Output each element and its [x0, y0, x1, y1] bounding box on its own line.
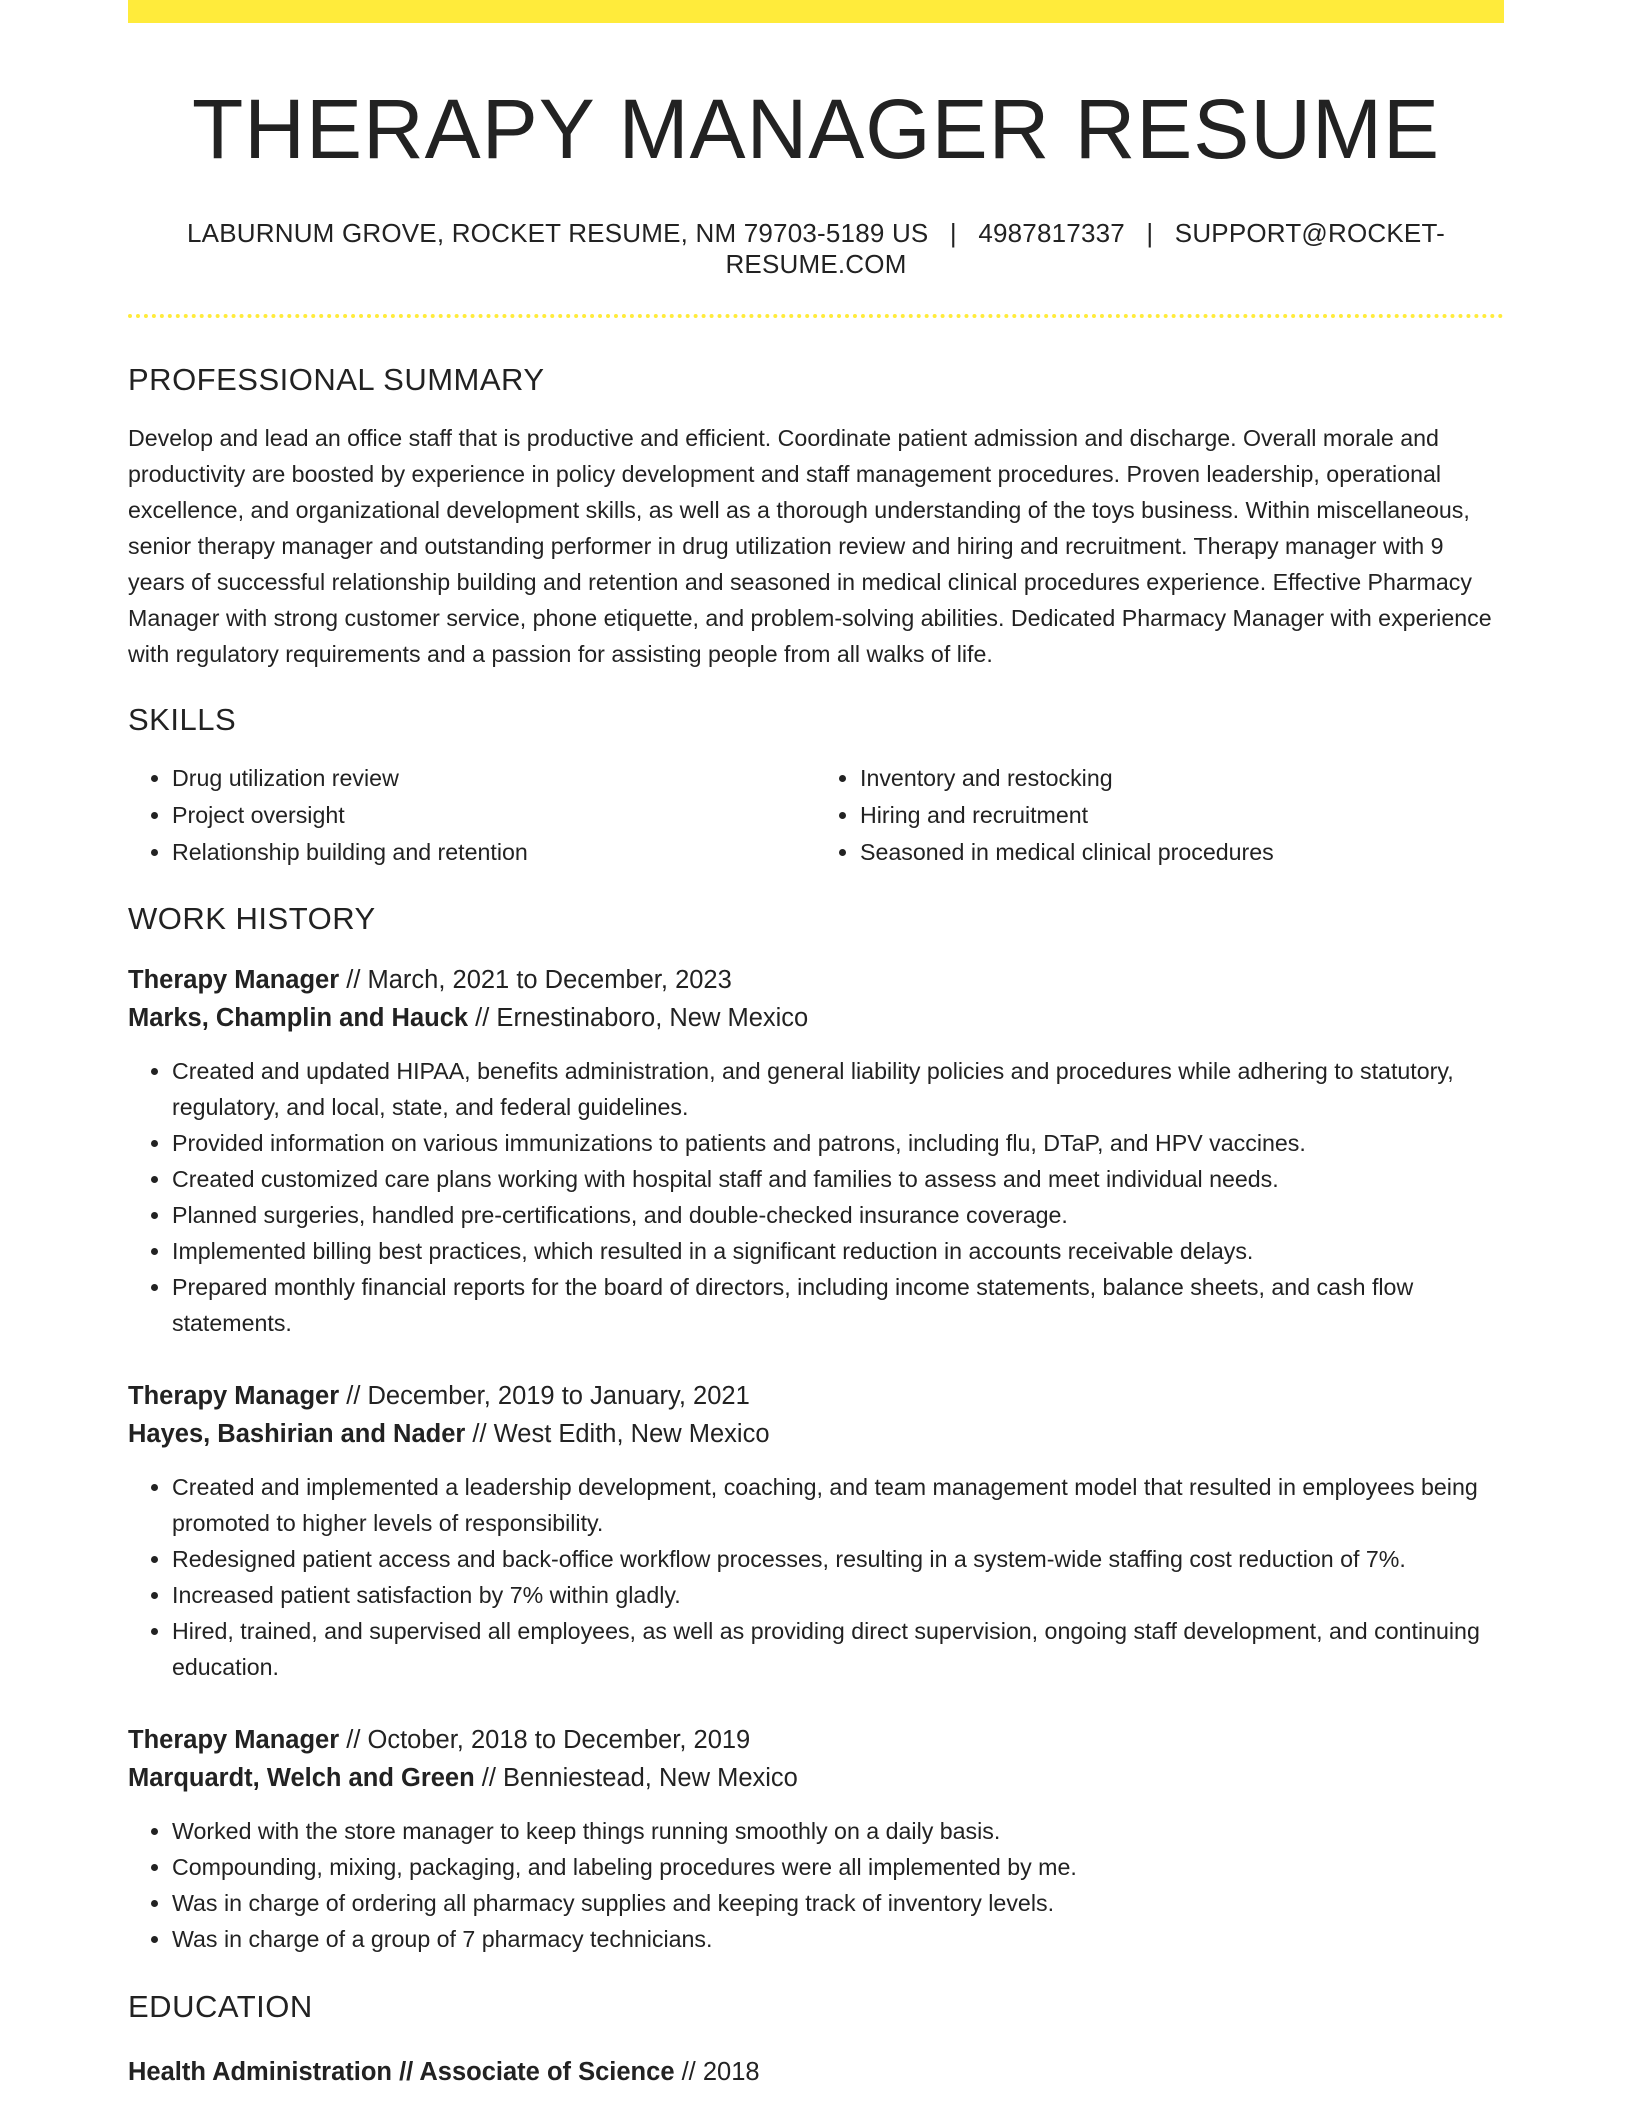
- accent-top-bar: [128, 0, 1504, 23]
- skill-item: • Project oversight: [172, 797, 816, 834]
- job-company-line: [128, 999, 1504, 1037]
- job-dates: // March, 2021 to December, 2023: [339, 965, 732, 994]
- education-heading: EDUCATION: [128, 1988, 313, 2024]
- job-title: Therapy Manager: [128, 1725, 340, 1754]
- dotted-divider: [128, 314, 1504, 318]
- skills-list: [128, 760, 1504, 871]
- job-title-line: [128, 961, 1504, 999]
- skills-column-left: [128, 760, 816, 871]
- contact-separator: |: [949, 217, 957, 248]
- skill-item: • Relationship building and retention: [172, 834, 816, 871]
- job-entry: [128, 1721, 1504, 1957]
- job-bullet: • Created and implemented a leadership development, coaching, and team management model that resulted in employees being promoted to higher levels of responsibility.: [172, 1469, 1504, 1541]
- contact-phone: 4987817337: [978, 217, 1125, 248]
- job-bullet: • Provided information on various immunizations to patients and patrons, including flu, DTaP, and HPV vaccines.: [172, 1125, 1504, 1161]
- job-bullet: • Was in charge of ordering all pharmacy supplies and keeping track of inventory levels.: [172, 1885, 1504, 1921]
- job-bullet: • Was in charge of a group of 7 pharmacy technicians.: [172, 1921, 1504, 1957]
- job-location: // Benniestead, New Mexico: [474, 1763, 798, 1792]
- job-title: Therapy Manager: [128, 1381, 340, 1410]
- job-company: Marks, Champlin and Hauck: [128, 1003, 469, 1032]
- job-bullet: • Planned surgeries, handled pre-certifications, and double-checked insurance coverage.: [172, 1197, 1504, 1233]
- contact-separator: |: [1146, 217, 1154, 248]
- job-dates: // October, 2018 to December, 2019: [339, 1725, 751, 1754]
- job-title-line: [128, 1377, 1504, 1415]
- job-entry: [128, 961, 1504, 1341]
- job-company: Marquardt, Welch and Green: [128, 1763, 475, 1792]
- resume-title: THERAPY MANAGER RESUME: [192, 82, 1440, 176]
- job-bullet: • Implemented billing best practices, which resulted in a significant reduction in accounts receivable delays.: [172, 1233, 1504, 1269]
- resume-page: [128, 0, 1504, 2091]
- skill-item: • Inventory and restocking: [860, 760, 1504, 797]
- job-bullet: • Compounding, mixing, packaging, and labeling procedures were all implemented by me.: [172, 1849, 1504, 1885]
- job-bullets: [128, 1469, 1504, 1685]
- skills-column-right: [816, 760, 1504, 871]
- job-bullet: • Created customized care plans working with hospital staff and families to assess and meet individual needs.: [172, 1161, 1504, 1197]
- job-bullet: • Redesigned patient access and back-office workflow processes, resulting in a system-wide staffing cost reduction of 7%.: [172, 1541, 1504, 1577]
- skill-item: • Seasoned in medical clinical procedures: [860, 834, 1504, 871]
- job-bullet: • Prepared monthly financial reports for the board of directors, including income statements, balance sheets, and cash flow statements.: [172, 1269, 1504, 1341]
- job-bullets: [128, 1813, 1504, 1957]
- work-history-heading: WORK HISTORY: [128, 900, 376, 936]
- education-degree: Health Administration // Associate of Science: [128, 2057, 675, 2086]
- skill-item: • Drug utilization review: [172, 760, 816, 797]
- education-year: // 2018: [674, 2057, 760, 2086]
- job-company-line: [128, 1759, 1504, 1797]
- job-location: // Ernestinaboro, New Mexico: [468, 1003, 809, 1032]
- job-dates: // December, 2019 to January, 2021: [339, 1381, 750, 1410]
- summary-text: Develop and lead an office staff that is productive and efficient. Coordinate patient admission and discharge. Overall morale and productivity are boosted by experience in policy development and staff management procedures. Proven leadership, operational excellence, and organizational development skills, as well as a thorough understanding of the toys business. Within miscellaneous, senior therapy manager and outstanding performer in drug utilization review and hiring and recruitment. Therapy manager with 9 years of successful relationship building and retention and seasoned in medical clinical procedures experience. Effective Pharmacy Manager with strong customer service, phone etiquette, and problem-solving abilities. Dedicated Pharmacy Manager with experience with regulatory requirements and a passion for assisting people from all walks of life.: [128, 424, 1492, 667]
- job-title-line: [128, 1721, 1504, 1759]
- contact-email: SUPPORT@ROCKET-RESUME.COM: [725, 217, 1445, 279]
- job-entry: [128, 1377, 1504, 1685]
- education-entry: [128, 2053, 1504, 2091]
- contact-line: [128, 218, 1504, 280]
- job-company-line: [128, 1415, 1504, 1453]
- skill-item: • Hiring and recruitment: [860, 797, 1504, 834]
- job-company: Hayes, Bashirian and Nader: [128, 1419, 466, 1448]
- contact-address: LABURNUM GROVE, ROCKET RESUME, NM 79703-5189 US: [187, 217, 929, 248]
- job-bullet: • Created and updated HIPAA, benefits administration, and general liability policies and procedures while adhering to statutory, regulatory, and local, state, and federal guidelines.: [172, 1053, 1504, 1125]
- job-bullet: • Hired, trained, and supervised all employees, as well as providing direct supervision, ongoing staff development, and continuing education.: [172, 1613, 1504, 1685]
- job-bullets: [128, 1053, 1504, 1341]
- job-bullet: • Worked with the store manager to keep things running smoothly on a daily basis.: [172, 1813, 1504, 1849]
- skills-heading: SKILLS: [128, 701, 237, 737]
- job-title: Therapy Manager: [128, 965, 340, 994]
- job-location: // West Edith, New Mexico: [465, 1419, 770, 1448]
- job-bullet: • Increased patient satisfaction by 7% within gladly.: [172, 1577, 1504, 1613]
- summary-heading: PROFESSIONAL SUMMARY: [128, 361, 545, 397]
